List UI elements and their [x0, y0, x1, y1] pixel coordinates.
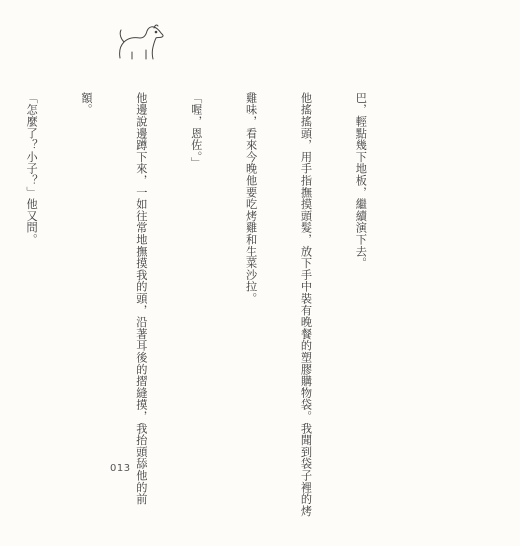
dog-icon	[110, 22, 170, 62]
page-number: 013	[110, 463, 131, 474]
text-line: 雞味，看來今晚他要吃烤雞和生菜沙拉。	[244, 92, 258, 305]
text-line: 額。	[79, 92, 93, 116]
text-line: 他邊說邊蹲下來，一如往常地撫摸我的頭，沿著耳後的摺縫摸，我抬頭舔他的前	[134, 92, 148, 505]
text-line: 「喔，恩佐。」	[189, 92, 203, 169]
text-line: 巴，輕點幾下地板，繼續演下去。	[354, 92, 368, 269]
text-line: 他搖搖頭，用手指撫摸頭髮，放下手中裝有晚餐的塑膠購物袋。我聞到袋子裡的烤	[299, 92, 313, 517]
text-line: 「怎麼了？小子？」他又問。	[25, 92, 39, 246]
